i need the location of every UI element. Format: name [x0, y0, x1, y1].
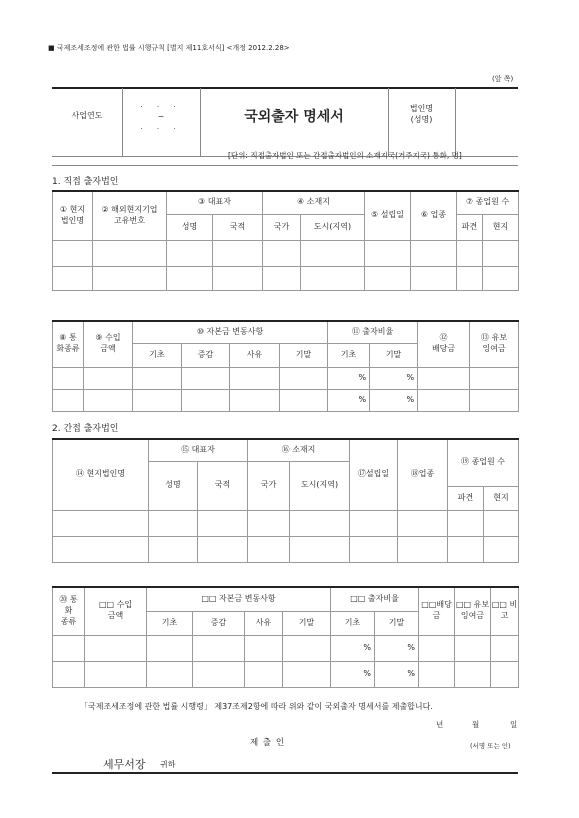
col-city: 도시(지역)	[290, 461, 350, 510]
input-cell[interactable]	[53, 240, 93, 266]
input-cell[interactable]	[182, 367, 230, 389]
col-capital-change: □□ 자본금 변동사항	[147, 587, 331, 611]
input-cell[interactable]	[147, 661, 193, 687]
input-cell[interactable]	[411, 240, 457, 266]
input-cell[interactable]	[193, 635, 245, 661]
col-local-corp-name: ⑭ 현지법인명	[53, 439, 149, 510]
table-row	[53, 661, 519, 687]
submitter-label: 제 출 인	[250, 738, 286, 748]
col-capital-reason: 사유	[245, 611, 283, 635]
col-retained-earnings: □□ 유보 잉여금	[455, 587, 491, 635]
input-cell[interactable]	[370, 367, 418, 389]
col-dispatched: 파견	[448, 486, 484, 510]
col-dispatched: 파견	[457, 214, 483, 240]
direct-entity-table-a	[52, 190, 519, 291]
input-cell[interactable]	[455, 661, 491, 687]
col-employees: ⑲ 종업원 수	[448, 439, 519, 486]
input-cell[interactable]	[331, 661, 375, 687]
input-cell[interactable]	[53, 510, 149, 536]
col-employees: ⑦ 종업원 수	[457, 191, 519, 214]
input-cell[interactable]	[53, 389, 84, 411]
input-cell[interactable]	[230, 389, 280, 411]
percent-sign: %	[363, 642, 371, 652]
input-cell[interactable]	[470, 367, 519, 389]
input-cell[interactable]	[301, 266, 365, 290]
date-day-label: 일	[510, 720, 518, 729]
input-cell[interactable]	[411, 266, 457, 290]
document-title: 국외출자 명세서	[244, 109, 344, 125]
input-cell[interactable]	[263, 266, 301, 290]
table-row	[53, 389, 519, 411]
input-cell[interactable]	[133, 367, 182, 389]
input-cell[interactable]	[84, 389, 133, 411]
input-cell[interactable]	[213, 240, 263, 266]
input-cell[interactable]	[328, 367, 370, 389]
input-cell[interactable]	[84, 367, 133, 389]
col-dividends: ⑫ 배당금	[418, 321, 470, 367]
input-cell[interactable]	[182, 389, 230, 411]
fiscal-year-start: . . .	[140, 101, 182, 109]
col-capital-change-amt: 증감	[182, 343, 230, 367]
col-capital-reason: 사유	[230, 343, 280, 367]
col-location: ⑯ 소재지	[248, 439, 350, 461]
input-cell[interactable]	[491, 635, 519, 661]
page-side-label: (앞 쪽)	[492, 75, 514, 83]
input-cell[interactable]	[167, 240, 213, 266]
percent-sign: %	[407, 668, 416, 678]
tax-office-label: 세무서장	[103, 758, 146, 771]
col-retained-earnings: ⑬ 유보 잉여금	[470, 321, 519, 367]
table-row	[53, 536, 519, 562]
col-country: 국가	[263, 214, 301, 240]
col-local: 현지	[483, 214, 519, 240]
input-cell[interactable]	[365, 240, 411, 266]
col-revenue: ⑨ 수입 금액	[84, 321, 133, 367]
input-cell[interactable]	[365, 266, 411, 290]
input-cell[interactable]	[457, 266, 483, 290]
col-rep-name: 성명	[167, 214, 213, 240]
submission-statement: 「국제조세조정에 관한 법률 시행령」 제37조제2항에 따라 위와 같이 국외출자 명세서를 제출합니다.	[80, 702, 433, 711]
input-cell[interactable]	[248, 510, 290, 536]
input-cell[interactable]	[419, 635, 455, 661]
col-ratio-begin: 기초	[331, 611, 375, 635]
input-cell[interactable]	[301, 240, 365, 266]
input-cell[interactable]	[245, 661, 283, 687]
input-cell[interactable]	[230, 367, 280, 389]
col-investment-ratio: □□ 출자비율	[331, 587, 419, 611]
input-cell[interactable]	[193, 661, 245, 687]
table-row	[53, 635, 519, 661]
percent-sign: %	[358, 394, 367, 404]
input-cell[interactable]	[484, 536, 519, 562]
input-cell[interactable]	[375, 661, 419, 687]
input-cell[interactable]	[457, 240, 483, 266]
input-cell[interactable]	[245, 635, 283, 661]
input-cell[interactable]	[93, 266, 167, 290]
input-cell[interactable]	[53, 661, 85, 687]
input-cell[interactable]	[328, 389, 370, 411]
col-capital-end: 기말	[280, 343, 328, 367]
fiscal-year-tilde: ~	[157, 112, 165, 121]
col-revenue: □□ 수입 금액	[85, 587, 147, 635]
input-cell[interactable]	[375, 635, 419, 661]
section2-heading: 2. 간접 출자법인	[52, 424, 119, 434]
col-city: 도시(지역)	[301, 214, 365, 240]
table-row	[53, 266, 519, 290]
direct-entity-table-b	[52, 320, 519, 412]
col-representative: ③ 대표자	[167, 191, 263, 214]
col-industry: ⑱업종	[398, 439, 448, 510]
input-cell[interactable]	[350, 536, 398, 562]
input-cell[interactable]	[93, 240, 167, 266]
table-row	[53, 367, 519, 389]
col-local-corp-name: ① 현지 법인명	[53, 191, 93, 240]
input-cell[interactable]	[149, 510, 198, 536]
unit-note: [단위: 직접출자법인 또는 간접출자법인의 소재지국(거주지국) 통화, 명]	[228, 151, 462, 160]
input-cell[interactable]	[350, 510, 398, 536]
percent-sign: %	[363, 668, 371, 678]
col-rep-nationality: 국적	[213, 214, 263, 240]
col-industry: ⑥ 업종	[411, 191, 457, 240]
input-cell[interactable]	[331, 635, 375, 661]
percent-sign: %	[406, 394, 415, 404]
col-capital-end: 기말	[283, 611, 331, 635]
input-cell[interactable]	[198, 510, 248, 536]
percent-sign: %	[407, 642, 416, 652]
fiscal-year-label: 사업연도	[71, 111, 103, 120]
input-cell[interactable]	[53, 266, 93, 290]
input-cell[interactable]	[448, 536, 484, 562]
input-cell[interactable]	[290, 536, 350, 562]
input-cell[interactable]	[198, 536, 248, 562]
input-cell[interactable]	[53, 367, 84, 389]
input-cell[interactable]	[398, 536, 448, 562]
col-remarks: □□ 비 고	[491, 587, 519, 635]
sign-note: (서명 또는 인)	[470, 742, 511, 750]
table-row	[53, 510, 519, 536]
footer-rule	[52, 772, 518, 774]
date-year-label: 년	[436, 720, 444, 729]
col-capital-begin: 기초	[147, 611, 193, 635]
col-ratio-end: 기말	[370, 343, 418, 367]
col-founding-date: ⑤ 설립일	[365, 191, 411, 240]
col-dividends: □□배당금	[419, 587, 455, 635]
col-rep-nationality: 국적	[198, 461, 248, 510]
input-cell[interactable]	[418, 367, 470, 389]
input-cell[interactable]	[491, 661, 519, 687]
input-cell[interactable]	[470, 389, 519, 411]
divider	[122, 88, 123, 156]
percent-sign: %	[358, 372, 367, 382]
col-local: 현지	[484, 486, 519, 510]
input-cell[interactable]	[213, 266, 263, 290]
input-cell[interactable]	[280, 367, 328, 389]
corp-name-label: 법인명 (성명)	[409, 104, 434, 125]
honorific-label: 귀하	[160, 760, 176, 769]
col-representative: ⑮ 대표자	[149, 439, 248, 461]
input-cell[interactable]	[484, 510, 519, 536]
table-row	[53, 240, 519, 266]
input-cell[interactable]	[283, 635, 331, 661]
input-cell[interactable]	[85, 635, 147, 661]
input-cell[interactable]	[448, 510, 484, 536]
input-cell[interactable]	[167, 266, 213, 290]
input-cell[interactable]	[455, 635, 491, 661]
input-cell[interactable]	[149, 536, 198, 562]
indirect-entity-table-d	[52, 586, 519, 688]
col-capital-begin: 기초	[133, 343, 182, 367]
col-location: ④ 소재지	[263, 191, 365, 214]
input-cell[interactable]	[248, 536, 290, 562]
col-ratio-begin: 기초	[328, 343, 370, 367]
input-cell[interactable]	[263, 240, 301, 266]
input-cell[interactable]	[419, 661, 455, 687]
legal-reference: ■ 국제조세조정에 관한 법률 시행규칙 [별지 제11호서식] <개정 2012.2.28>	[48, 44, 290, 52]
col-overseas-id: ② 해외현지기업 고유번호	[93, 191, 167, 240]
input-cell[interactable]	[483, 240, 519, 266]
col-currency: ⑳ 통 화 종류	[53, 587, 85, 635]
col-founding-date: ⑰설립일	[350, 439, 398, 510]
col-country: 국가	[248, 461, 290, 510]
input-cell[interactable]	[147, 635, 193, 661]
fiscal-year-end: . . .	[140, 123, 182, 131]
rule	[52, 165, 518, 166]
input-cell[interactable]	[280, 389, 328, 411]
col-investment-ratio: ⑪ 출자비율	[328, 321, 418, 343]
col-rep-name: 성명	[149, 461, 198, 510]
col-currency: ⑧ 통 화종류	[53, 321, 84, 367]
input-cell[interactable]	[418, 389, 470, 411]
divider	[455, 88, 456, 156]
input-cell[interactable]	[283, 661, 331, 687]
input-cell[interactable]	[85, 661, 147, 687]
input-cell[interactable]	[290, 510, 350, 536]
col-capital-change-amt: 증감	[193, 611, 245, 635]
input-cell[interactable]	[398, 510, 448, 536]
input-cell[interactable]	[483, 266, 519, 290]
section1-heading: 1. 직접 출자법인	[52, 177, 119, 187]
percent-sign: %	[406, 372, 415, 382]
input-cell[interactable]	[53, 536, 149, 562]
col-capital-change: ⑩ 자본금 변동사항	[133, 321, 328, 343]
input-cell[interactable]	[370, 389, 418, 411]
col-ratio-end: 기말	[375, 611, 419, 635]
input-cell[interactable]	[133, 389, 182, 411]
input-cell[interactable]	[53, 635, 85, 661]
indirect-entity-table-c	[52, 438, 519, 563]
date-month-label: 월	[472, 720, 480, 729]
